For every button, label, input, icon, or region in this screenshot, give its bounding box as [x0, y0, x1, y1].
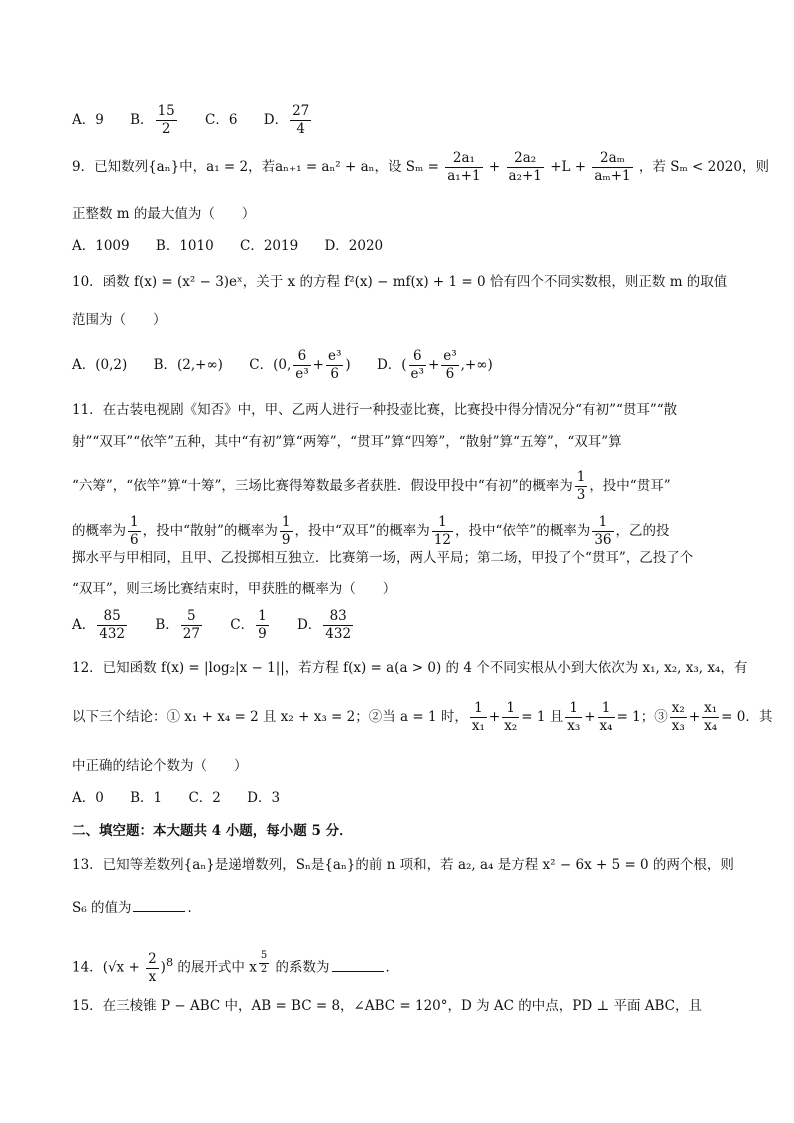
- frac-numerator: 5: [181, 608, 202, 626]
- q9-option-a: A．1009: [72, 238, 130, 254]
- q11-b-prefix: B．: [155, 616, 179, 633]
- frac-denominator: x₃: [567, 717, 581, 734]
- frac-numerator: 1: [130, 514, 139, 530]
- q9-option-c: C．2019: [239, 238, 299, 254]
- frac-denominator: e³: [410, 365, 424, 382]
- q8-option-b-fraction: [156, 103, 177, 138]
- q12-line3: 中正确的结论个数为（ ）: [72, 758, 248, 774]
- q9-fraction-3: [592, 150, 632, 185]
- section-heading-fill-in: 二、填空题：本大题共 4 小题，每小题 5 分．: [72, 823, 353, 839]
- frac-denominator: 432: [325, 625, 352, 642]
- q12-option-b: B．1: [130, 790, 163, 806]
- frac-denominator: 6: [130, 531, 139, 548]
- frac-numerator: e³: [327, 348, 342, 364]
- frac-denominator: 2: [161, 120, 171, 137]
- q13-line2-text: S₆ 的值为: [72, 900, 132, 916]
- q14-expr-open: (√x +: [102, 959, 145, 976]
- frac-denominator: x: [148, 968, 157, 985]
- q12-tail: = 0．其: [721, 708, 773, 725]
- frac-numerator: 1: [565, 700, 582, 718]
- frac-numerator: 6: [293, 348, 310, 366]
- q15-line1: 15．在三棱锥 P − ABC 中，AB = BC = 8，∠ABC = 120°，D 为 AC 的中点，PD ⊥ 平面 ABC，且: [72, 998, 703, 1014]
- q14-end: ．: [385, 959, 399, 976]
- q8-option-a: A．9: [72, 111, 104, 128]
- q12-option-d: D．3: [247, 790, 281, 806]
- frac-numerator: 1: [470, 700, 487, 718]
- frac-numerator: x₂: [671, 700, 685, 716]
- q9-fraction-1: [445, 150, 482, 185]
- q12-fraction-1: [470, 700, 487, 735]
- frac-denominator: 6: [445, 365, 455, 382]
- q11-a-prefix: A．: [72, 616, 96, 633]
- q11-line1: 11．在古装电视剧《知否》中，甲、乙两人进行一种投壶比赛，比赛投中得分情况分“有初”“贯耳”“散: [72, 402, 678, 418]
- q14-exponent: [257, 950, 271, 975]
- q10-c-prefix: C．(0,: [249, 356, 292, 373]
- q12-mid: = 1 且: [521, 708, 564, 725]
- q10-options: [72, 348, 515, 383]
- q12-line2-a: 以下三个结论：① x₁ + x₄ = 2 且 x₂ + x₃ = 2；②当 a = 1 时，: [72, 708, 468, 725]
- frac-denominator: 432: [99, 625, 126, 642]
- q11-b-fraction: [181, 608, 202, 643]
- q11-options: [72, 608, 377, 643]
- q11-c-fraction: [256, 608, 269, 643]
- q13-answer-blank[interactable]: [133, 911, 185, 912]
- frac-numerator: 2: [148, 950, 157, 967]
- q11-option-a: [72, 608, 129, 643]
- q11-line3-tail: ，投中“贯耳”: [589, 477, 671, 494]
- q9-text: 9．已知数列{aₙ}中，a₁ = 2，若aₙ₊₁ = aₙ² + aₙ，设 Sₘ =: [72, 158, 439, 175]
- q10-option-b: B．(2,+∞): [153, 356, 223, 373]
- frac-numerator: 2a₁: [445, 150, 482, 168]
- q10-option-c: [249, 348, 350, 383]
- frac-numerator: 27: [292, 103, 310, 119]
- q14-line: [72, 950, 399, 985]
- q14-tail: 的系数为: [271, 959, 330, 976]
- q9-line2: 正整数 m 的最大值为（ ）: [72, 206, 256, 222]
- q9-option-b: B．1010: [155, 238, 214, 254]
- frac-numerator: 15: [157, 103, 175, 119]
- q11-prob-youchu: [575, 469, 588, 504]
- q10-c-suffix: ): [345, 356, 351, 373]
- frac-denominator: 12: [433, 531, 451, 548]
- frac-denominator: x₄: [704, 717, 718, 734]
- q10-d-prefix: D．(: [376, 356, 407, 373]
- q11-line4-c: ，投中“双耳”的概率为: [294, 522, 430, 539]
- frac-denominator: 9: [281, 531, 291, 548]
- q11-prob-sanshe: [280, 514, 293, 549]
- q10-line2: 范围为（ ）: [72, 312, 167, 328]
- frac-denominator: a₂+1: [508, 167, 542, 184]
- q10-d-fraction-1: [409, 348, 426, 383]
- q10-option-a: A．(0,2): [72, 356, 128, 373]
- frac-numerator: x₁: [704, 700, 718, 716]
- q12-line1: 12．已知函数 f(x) = |log₂|x − 1||，若方程 f(x) = a(a > 0) 的 4 个不同实根从小到大依次为 x₁, x₂, x₃, x₄，有: [72, 660, 748, 676]
- frac-numerator: 1: [432, 514, 453, 532]
- q11-line5: 掷水平与甲相同，且甲、乙投掷相互独立．比赛第一场，两人平局；第二场，甲投了个“贯耳”，乙投了个: [72, 550, 694, 566]
- q11-a-fraction: [97, 608, 127, 643]
- frac-denominator: x₁: [471, 717, 485, 734]
- q11-option-d: [297, 608, 355, 643]
- frac-numerator: 1: [598, 700, 615, 718]
- frac-denominator: a₁+1: [447, 167, 481, 184]
- q10-c-fraction-2: [326, 348, 343, 383]
- q10-line1: 10．函数 f(x) = (x² − 3)eˣ，关于 x 的方程 f²(x) − mf(x) + 1 = 0 恰有四个不同实数根，则正数 m 的取值: [72, 274, 728, 290]
- frac-denominator: x₃: [671, 717, 685, 734]
- q11-prob-shuanger: [432, 514, 453, 549]
- frac-denominator: e³: [295, 365, 309, 382]
- q11-d-prefix: D．: [296, 616, 322, 633]
- q14-expr-close: ): [160, 959, 166, 976]
- q9-options: [72, 240, 405, 254]
- frac-denominator: 3: [576, 486, 586, 503]
- q11-d-fraction: [323, 608, 353, 643]
- frac-denominator: x₂: [504, 717, 518, 734]
- q11-option-b: [155, 608, 204, 643]
- q11-prob-guaner: [128, 514, 141, 549]
- q12-fraction-4: [598, 700, 615, 735]
- q8-option-b: [130, 103, 179, 138]
- q9-option-d: D．2020: [324, 238, 384, 254]
- q10-d-plus: +: [427, 356, 440, 373]
- frac-numerator: 1: [576, 469, 586, 485]
- q12-plus-1: +: [488, 708, 501, 725]
- q8-option-b-prefix: B．: [130, 111, 154, 128]
- q10-c-fraction-1: [293, 348, 310, 383]
- q11-prob-yigan: [592, 514, 613, 549]
- q13-line1: 13．已知等差数列{aₙ}是递增数列，Sₙ是{aₙ}的前 n 项和，若 a₂, a₄ 是方程 x² − 6x + 5 = 0 的两个根，则: [72, 857, 734, 873]
- q11-line4-a: 的概率为: [72, 522, 126, 539]
- frac-numerator: 1: [502, 700, 519, 718]
- frac-denominator: aₘ+1: [594, 167, 631, 184]
- q9-ellipsis: +L +: [550, 158, 587, 175]
- q8-options: [72, 103, 335, 138]
- q14-answer-blank[interactable]: [332, 971, 384, 972]
- q11-line4: [72, 514, 670, 549]
- q9-plus: +: [488, 158, 501, 175]
- q14-exponent-fraction: [259, 950, 269, 976]
- frac-denominator: 9: [258, 625, 267, 642]
- q12-mid-2: = 1；③: [616, 708, 668, 725]
- frac-denominator: 2: [260, 963, 268, 975]
- frac-numerator: 1: [281, 514, 291, 530]
- q9-line1: [72, 150, 769, 185]
- frac-numerator: 1: [592, 514, 613, 532]
- q10-c-plus: +: [312, 356, 324, 373]
- q14-power: 8: [165, 956, 174, 969]
- frac-denominator: 4: [296, 120, 305, 137]
- frac-denominator: x₄: [599, 717, 613, 734]
- q14-prefix: 14．: [72, 959, 103, 976]
- q12-options: [72, 792, 302, 806]
- frac-numerator: 2aₘ: [592, 150, 632, 168]
- q11-c-prefix: C．: [230, 616, 255, 633]
- frac-denominator: 6: [330, 365, 339, 382]
- q11-line3: [72, 469, 671, 504]
- q13-line2-end: ．: [187, 900, 201, 916]
- q8-option-c: C．6: [205, 111, 238, 128]
- q12-line2: [72, 700, 772, 735]
- q12-fraction-5: [670, 700, 687, 735]
- frac-numerator: 5: [259, 950, 269, 964]
- q8-option-d-prefix: D．: [263, 111, 289, 128]
- frac-numerator: 2a₂: [507, 150, 544, 168]
- q12-option-c: C．2: [188, 790, 221, 806]
- frac-numerator: 1: [258, 608, 267, 624]
- frac-numerator: 6: [409, 348, 426, 366]
- q14-fraction: [146, 951, 159, 986]
- q11-line4-d: ，投中“依竿”的概率为: [455, 522, 591, 539]
- q12-fraction-2: [502, 700, 519, 735]
- q11-line3-text: “六筹”，“依竿”算“十筹”，三场比赛得筹数最多者获胜．假设甲投中“有初”的概率为: [72, 477, 573, 494]
- q11-line4-e: ，乙的投: [615, 522, 670, 539]
- q11-line4-b: ，投中“散射”的概率为: [142, 522, 278, 539]
- frac-numerator: 83: [323, 608, 353, 626]
- q11-option-c: [230, 608, 270, 643]
- q11-line2: 射”“双耳”“依竿”五种，其中“有初”算“两筹”，“贯耳”算“四筹”，“散射”算“五筹”，“双耳”算: [72, 434, 622, 450]
- q12-fraction-3: [565, 700, 582, 735]
- q12-fraction-6: [702, 700, 719, 735]
- q9-tail: ，若 Sₘ < 2020，则: [638, 158, 769, 175]
- q10-d-suffix: ,+∞): [460, 356, 493, 373]
- q10-d-fraction-2: [441, 348, 458, 383]
- q10-option-d: [377, 348, 493, 383]
- q8-option-d-fraction: [290, 103, 311, 138]
- q12-option-a: A．0: [72, 790, 104, 806]
- q13-line2: [72, 902, 201, 916]
- q12-plus-3: +: [688, 708, 701, 725]
- q12-plus-2: +: [584, 708, 596, 725]
- frac-denominator: 27: [182, 625, 200, 642]
- q9-fraction-2: [507, 150, 544, 185]
- q11-line6: “双耳”，则三场比赛结束时，甲获胜的概率为（ ）: [72, 581, 397, 597]
- q8-option-d: [264, 103, 314, 138]
- q14-mid: 的展开式中 x: [173, 959, 257, 976]
- frac-numerator: 85: [97, 608, 127, 626]
- frac-denominator: 36: [594, 531, 612, 548]
- frac-numerator: e³: [443, 348, 457, 364]
